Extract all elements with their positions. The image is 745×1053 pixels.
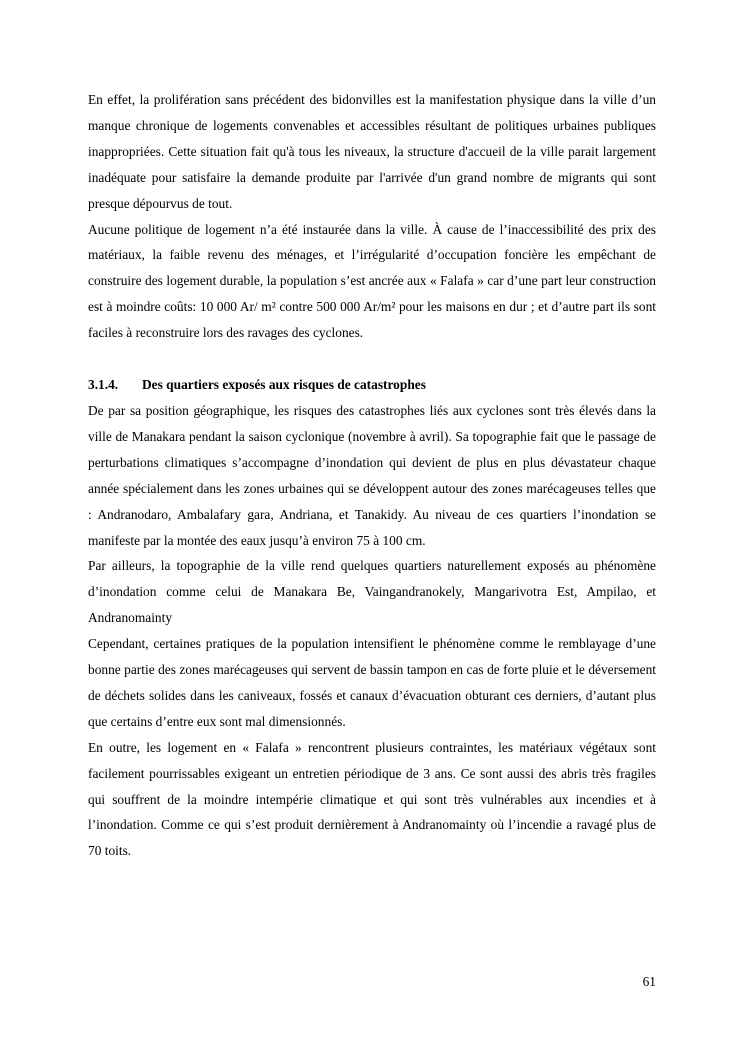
paragraph-pratiques-population: Cependant, certaines pratiques de la population intensifient le phénomène comme le remblayage d’une bonne partie des zones marécageuses qui servent de bassin tampon en cas de forte pluie et le déversement de déchets solides dans les caniveaux, fossés et canaux d’évacuation obturant ces derniers, d’autant plus que certains d’entre eux sont mal dimensionnés. — [88, 636, 656, 729]
section-number: 3.1.4. — [88, 377, 119, 393]
section-spacer — [88, 346, 656, 372]
page-number: 61 — [642, 974, 656, 989]
section-heading — [88, 372, 656, 398]
paragraph-position-geographique: De par sa position géographique, les risques des catastrophes liés aux cyclones sont très élevés dans la ville de Manakara pendant la saison cyclonique (novembre à avril). Sa topographie fait que le passage de perturbations climatiques s’accompagne d’inondation qui devient de plus en plus dévastateur chaque année spécialement dans les zones urbaines qui se développent autour des zones marécageuses telles que : Andranodaro, Ambalafary gara, Andriana, et Tanakidy. Au niveau de ces quartiers l’inondation se manifeste par la montée des eaux jusqu’à environ 75 à 100 cm. — [88, 402, 656, 548]
document-page — [88, 87, 656, 864]
paragraph-politique-logement: Aucune politique de logement n’a été instaurée dans la ville. À cause de l’inaccessibilité des prix des matériaux, la faible revenu des ménages, et l’irrégularité d’occupation foncière les empêchant de construire des logement durable, la population s’est ancrée aux « Falafa » car d’une part leur construction est à moindre coûts: 10 000 Ar/ m² contre 500 000 Ar/m² pour les maisons en dur ; et d’autre part ils sont faciles à reconstruire lors des ravages des cyclones. — [88, 221, 656, 341]
paragraph-topographie: Par ailleurs, la topographie de la ville rend quelques quartiers naturellement exposés au phénomène d’inondation comme celui de Manakara Be, Vaingandranokely, Mangarivotra Est, Ampilao, et Andranomainty — [88, 558, 656, 626]
section-title: Des quartiers exposés aux risques de catastrophes — [142, 377, 426, 393]
paragraph-falafa-contraintes: En outre, les logement en « Falafa » rencontrent plusieurs contraintes, les matériaux végétaux sont facilement pourrissables exigeant un entretien périodique de 3 ans. Ce sont aussi des abris très fragiles qui souffrent de la moindre intempérie climatique et qui sont très vulnérables aux incendies et à l’inondation. Comme ce qui s’est produit dernièrement à Andranomainty où l’incendie a ravagé plus de 70 toits. — [88, 739, 656, 859]
paragraph-bidonvilles: En effet, la prolifération sans précédent des bidonvilles est la manifestation physique dans la ville d’un manque chronique de logements convenables et accessibles résultant de politiques urbaines publiques inappropriées. Cette situation fait qu'à tous les niveaux, la structure d'accueil de la ville parait largement inadéquate pour satisfaire la demande produite par l'arrivée d'un grand nombre de migrants qui sont presque dépourvus de tout. — [88, 92, 656, 211]
